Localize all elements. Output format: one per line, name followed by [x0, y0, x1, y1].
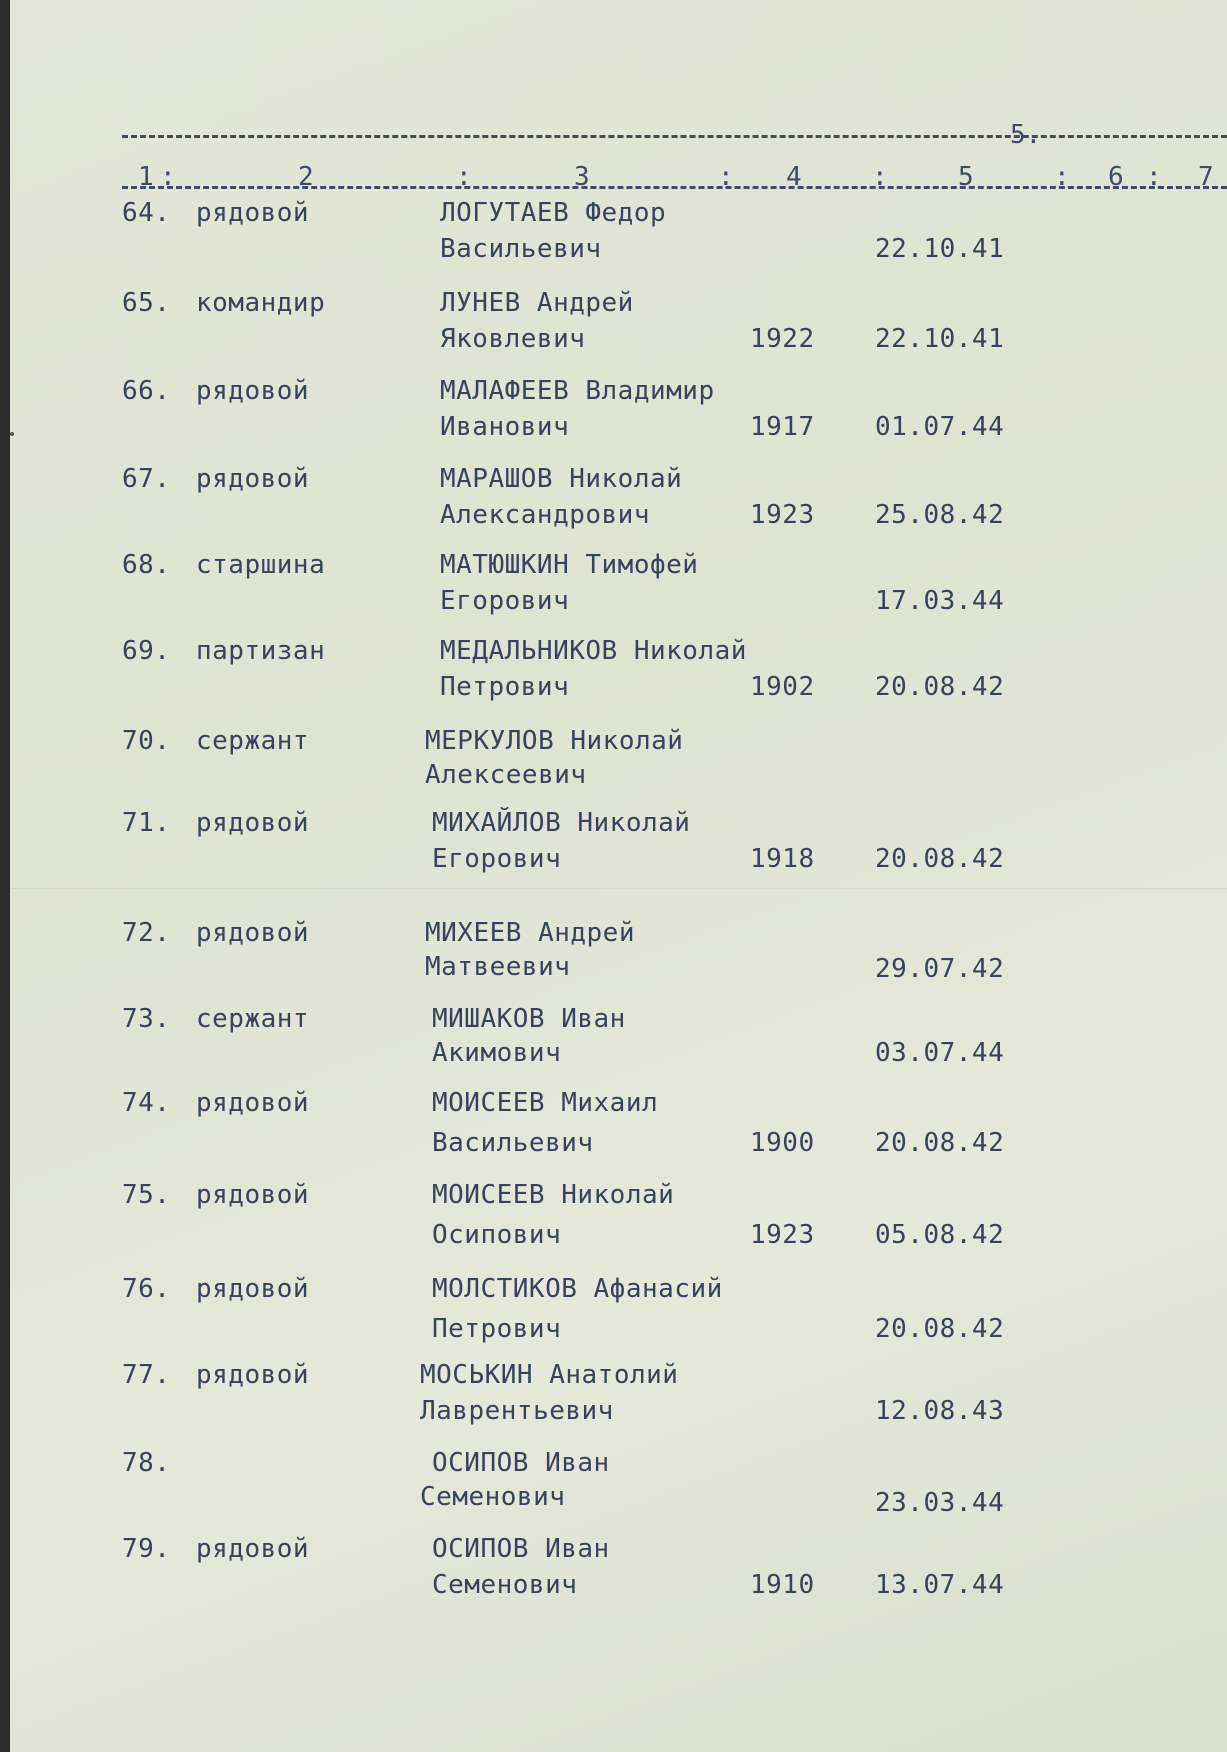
record-surname-name: ЛУНЕВ Андрей	[440, 288, 634, 318]
record-patronymic: Матвеевич	[425, 952, 571, 982]
record-birth-year: 1922	[750, 324, 815, 354]
record-number: 77.	[122, 1360, 171, 1390]
record-patronymic: Лаврентьевич	[420, 1396, 614, 1426]
record-number: 64.	[122, 198, 171, 228]
record-rank: сержант	[196, 1004, 310, 1034]
record-rank: партизан	[196, 636, 326, 666]
record-rank: старшина	[196, 550, 326, 580]
record-patronymic: Егорович	[432, 844, 562, 874]
record-row	[10, 1360, 1227, 1440]
record-rank: рядовой	[196, 808, 310, 838]
record-row	[10, 1088, 1227, 1168]
column-separator: :	[1146, 162, 1162, 192]
record-patronymic: Алексеевич	[425, 760, 587, 790]
record-date: 17.03.44	[875, 586, 1005, 616]
record-date: 05.08.42	[875, 1220, 1005, 1250]
record-number: 79.	[122, 1534, 171, 1564]
record-row	[10, 636, 1227, 716]
record-surname-name: МИХЕЕВ Андрей	[425, 918, 635, 948]
record-rank: рядовой	[196, 918, 310, 948]
record-birth-year: 1923	[750, 1220, 815, 1250]
record-patronymic: Петрович	[440, 672, 570, 702]
record-birth-year: 1910	[750, 1570, 815, 1600]
record-row	[10, 918, 1227, 998]
record-rank: рядовой	[196, 1274, 310, 1304]
record-rank: рядовой	[196, 376, 310, 406]
record-surname-name: МЕДАЛЬНИКОВ Николай	[440, 636, 747, 666]
page-number: 5.	[1010, 120, 1042, 150]
column-header-5: 5	[958, 162, 974, 192]
record-row	[10, 464, 1227, 544]
record-patronymic: Яковлевич	[440, 324, 586, 354]
record-patronymic: Семенович	[432, 1570, 578, 1600]
record-number: 75.	[122, 1180, 171, 1210]
record-row	[10, 1180, 1227, 1260]
record-number: 66.	[122, 376, 171, 406]
record-number: 78.	[122, 1448, 171, 1478]
record-number: 70.	[122, 726, 171, 756]
paper-fold-line	[10, 888, 1227, 891]
document-page	[10, 0, 1227, 1752]
record-rank: рядовой	[196, 1180, 310, 1210]
record-date: 13.07.44	[875, 1570, 1005, 1600]
record-patronymic: Егорович	[440, 586, 570, 616]
record-birth-year: 1918	[750, 844, 815, 874]
record-surname-name: МИХАЙЛОВ Николай	[432, 808, 691, 838]
record-surname-name: МОИСЕЕВ Михаил	[432, 1088, 659, 1118]
record-surname-name: ОСИПОВ Иван	[432, 1448, 610, 1478]
record-surname-name: МОЛСТИКОВ Афанасий	[432, 1274, 723, 1304]
record-number: 69.	[122, 636, 171, 666]
record-date: 20.08.42	[875, 1128, 1005, 1158]
column-header-6: 6	[1108, 162, 1124, 192]
column-separator: :	[718, 162, 734, 192]
column-header-4: 4	[786, 162, 802, 192]
column-header-7: 7	[1198, 162, 1214, 192]
record-date: 01.07.44	[875, 412, 1005, 442]
record-patronymic: Васильевич	[432, 1128, 594, 1158]
record-date: 12.08.43	[875, 1396, 1005, 1426]
record-birth-year: 1923	[750, 500, 815, 530]
record-date: 22.10.41	[875, 234, 1005, 264]
record-date: 03.07.44	[875, 1038, 1005, 1068]
record-number: 67.	[122, 464, 171, 494]
record-number: 74.	[122, 1088, 171, 1118]
record-patronymic: Александрович	[440, 500, 650, 530]
record-number: 65.	[122, 288, 171, 318]
record-date: 20.08.42	[875, 844, 1005, 874]
header-bottom-rule	[122, 186, 1227, 189]
record-row	[10, 550, 1227, 630]
record-date: 29.07.42	[875, 954, 1005, 984]
record-patronymic: Осипович	[432, 1220, 562, 1250]
record-row	[10, 376, 1227, 456]
column-header-1: 1	[138, 162, 154, 192]
record-surname-name: ЛОГУТАЕВ Федор	[440, 198, 667, 228]
record-birth-year: 1917	[750, 412, 815, 442]
record-row	[10, 1534, 1227, 1614]
record-rank: командир	[196, 288, 326, 318]
column-header-3: 3	[574, 162, 590, 192]
record-row	[10, 1448, 1227, 1528]
record-rank: сержант	[196, 726, 310, 756]
column-separator: :	[456, 162, 472, 192]
record-date: 20.08.42	[875, 672, 1005, 702]
record-date: 22.10.41	[875, 324, 1005, 354]
record-surname-name: МАТЮШКИН Тимофей	[440, 550, 699, 580]
record-number: 76.	[122, 1274, 171, 1304]
record-patronymic: Петрович	[432, 1314, 562, 1344]
record-rank: рядовой	[196, 1088, 310, 1118]
record-birth-year: 1902	[750, 672, 815, 702]
record-row	[10, 288, 1227, 368]
record-patronymic: Семенович	[420, 1482, 566, 1512]
record-row	[10, 198, 1227, 278]
record-birth-year: 1900	[750, 1128, 815, 1158]
record-date: 25.08.42	[875, 500, 1005, 530]
record-number: 72.	[122, 918, 171, 948]
record-row	[10, 726, 1227, 806]
column-separator: :	[872, 162, 888, 192]
record-rank: рядовой	[196, 464, 310, 494]
record-row	[10, 808, 1227, 888]
record-row	[10, 1274, 1227, 1354]
record-number: 73.	[122, 1004, 171, 1034]
record-surname-name: МАЛАФЕЕВ Владимир	[440, 376, 715, 406]
record-surname-name: МАРАШОВ Николай	[440, 464, 683, 494]
column-separator: :	[160, 162, 176, 192]
record-surname-name: МЕРКУЛОВ Николай	[425, 726, 684, 756]
column-separator: :	[1054, 162, 1070, 192]
record-patronymic: Васильевич	[440, 234, 602, 264]
record-rank: рядовой	[196, 1360, 310, 1390]
record-patronymic: Акимович	[432, 1038, 562, 1068]
header-top-rule	[122, 135, 1227, 138]
record-patronymic: Иванович	[440, 412, 570, 442]
record-surname-name: МОИСЕЕВ Николай	[432, 1180, 675, 1210]
record-surname-name: МОСЬКИН Анатолий	[420, 1360, 679, 1390]
record-rank: рядовой	[196, 1534, 310, 1564]
record-number: 71.	[122, 808, 171, 838]
record-surname-name: МИШАКОВ Иван	[432, 1004, 626, 1034]
column-header-2: 2	[298, 162, 314, 192]
record-surname-name: ОСИПОВ Иван	[432, 1534, 610, 1564]
record-date: 23.03.44	[875, 1488, 1005, 1518]
record-row	[10, 1004, 1227, 1084]
record-rank: рядовой	[196, 198, 310, 228]
record-date: 20.08.42	[875, 1314, 1005, 1344]
record-number: 68.	[122, 550, 171, 580]
